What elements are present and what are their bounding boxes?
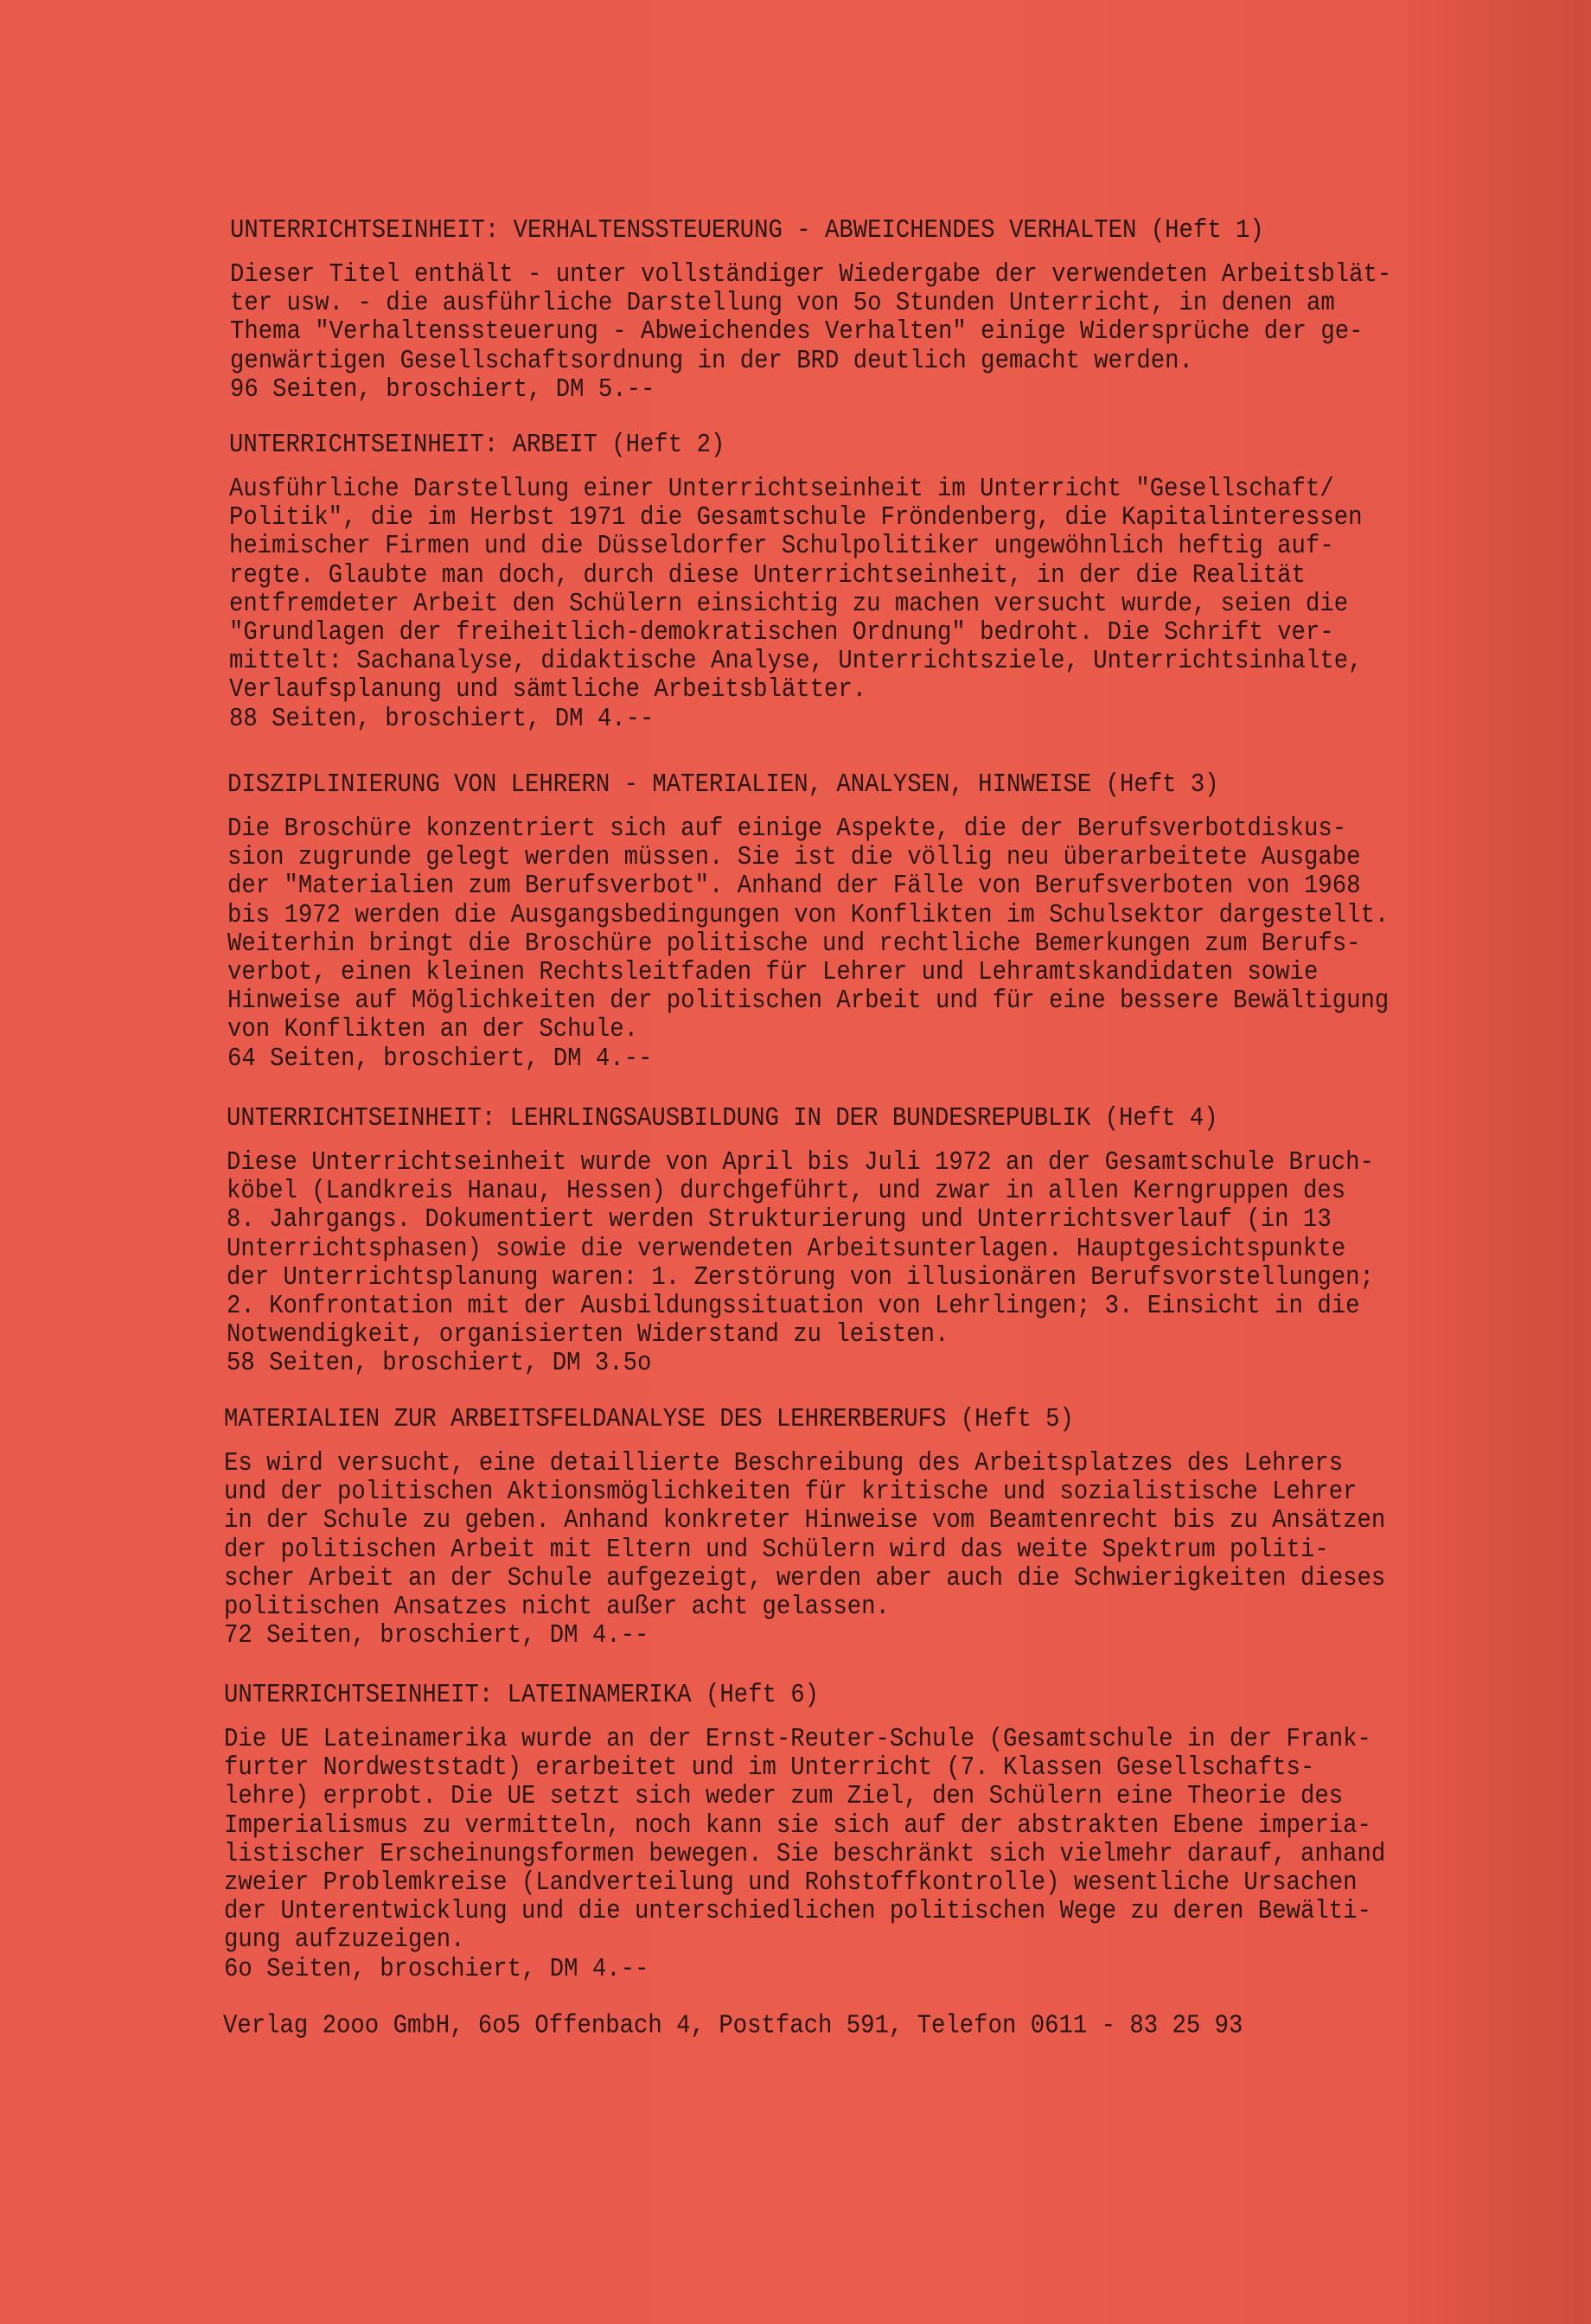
body-line: listischer Erscheinungsformen bewegen. Sie beschränkt sich vielmehr darauf, anhand [224,1838,1386,1869]
section-heft-1 [230,214,1458,405]
body-line: bis 1972 werden die Ausgangsbedingungen von Konflikten im Schulsektor dargestellt. [227,899,1390,930]
section-heft-3 [227,769,1455,1074]
section-body [227,1146,1454,1379]
body-line: gung aufzuzeigen. [224,1925,465,1956]
body-line: Imperialismus zu vermitteln, noch kann sie sich auf der abstrakten Ebene imperia- [224,1810,1371,1841]
section-heft-4 [227,1102,1454,1379]
body-line: ter usw. - die ausführliche Darstellung von 5o Stunden Unterricht, in denen am [230,288,1335,319]
body-line: lehre) erprobt. Die UE setzt sich weder zum Ziel, den Schülern eine Theorie des [224,1781,1344,1812]
section-body [230,259,1458,405]
body-line: Notwendigkeit, organisierten Widerstand zu leisten. [227,1319,949,1350]
body-line: der "Materialien zum Berufsverbot". Anhand der Fälle von Berufsverboten von 1968 [227,871,1361,902]
body-line: 64 Seiten, broschiert, DM 4.-- [227,1043,653,1074]
section-heft-6 [224,1679,1452,1982]
body-line: köbel (Landkreis Hanau, Hessen) durchgeführt, und zwar in allen Kerngruppen des [227,1176,1346,1207]
section-heading: UNTERRICHTSEINHEIT: LATEINAMERIKA (Heft 6) [224,1680,819,1710]
section-body [229,473,1457,734]
body-line: politischen Ansatzes nicht außer acht gelassen. [224,1592,890,1622]
publisher-footer: Verlag 2ooo GmbH, 6o5 Offenbach 4, Postfach 591, Telefon 0611 - 83 25 93 [223,2011,1243,2041]
body-line: 72 Seiten, broschiert, DM 4.-- [224,1620,649,1651]
body-line: der Unterrichtsplanung waren: 1. Zerstörung von illusionären Berufsvorstellungen; [227,1261,1374,1293]
body-line: mittelt: Sachanalyse, didaktische Analyse, Unterrichtsziele, Unterrichtsinhalte, [229,646,1363,677]
section-body [224,1723,1452,1982]
body-line: entfremdeter Arbeit den Schülern einsichtig zu machen versucht wurde, seien die [229,588,1349,619]
body-line: von Konflikten an der Schule. [227,1014,639,1045]
body-line: zweier Problemkreise (Landverteilung und Rohstoffkontrolle) wesentliche Ursachen [224,1868,1358,1898]
section-body [227,813,1455,1074]
body-line: Weiterhin bringt die Broschüre politische und rechtliche Bemerkungen zum Berufs- [227,928,1361,959]
body-line: 58 Seiten, broschiert, DM 3.5o [227,1348,652,1379]
body-line: Dieser Titel enthält - unter vollständiger Wiedergabe der verwendeten Arbeitsblät- [230,259,1392,290]
body-line: scher Arbeit an der Schule aufgezeigt, werden aber auch die Schwierigkeiten dieses [224,1562,1386,1593]
body-line: Verlaufsplanung und sämtliche Arbeitsblätter. [229,674,867,706]
section-heading: UNTERRICHTSEINHEIT: VERHALTENSSTEUERUNG - ABWEICHENDES VERHALTEN (Heft 1) [230,215,1264,246]
body-line: der Unterentwicklung und die unterschiedlichen politischen Wege zu deren Bewälti- [224,1896,1371,1927]
body-line: 6o Seiten, broschiert, DM 4.-- [224,1953,649,1984]
body-line: verbot, einen kleinen Rechtsleitfaden für Lehrer und Lehramtskandidaten sowie [227,957,1319,987]
body-line: genwärtigen Gesellschaftsordnung in der BRD deutlich gemacht werden. [230,345,1193,376]
body-line: sion zugrunde gelegt werden müssen. Sie ist die völlig neu überarbeitete Ausgabe [227,842,1361,873]
section-heft-2 [229,429,1457,734]
section-heading: UNTERRICHTSEINHEIT: ARBEIT (Heft 2) [229,430,725,460]
section-heading: DISZIPLINIERUNG VON LEHRERN - MATERIALIEN, ANALYSEN, HINWEISE (Heft 3) [227,769,1219,800]
body-line: der politischen Arbeit mit Eltern und Schülern wird das weite Spektrum politi- [224,1534,1329,1565]
body-line: furter Nordweststadt) erarbeitet und im Unterricht (7. Klassen Gesellschafts- [224,1753,1315,1784]
body-line: Ausführliche Darstellung einer Unterrichtseinheit im Unterricht "Gesellschaft/ [229,474,1334,504]
body-line: Es wird versucht, eine detaillierte Beschreibung des Arbeitsplatzes des Lehrers [224,1448,1344,1478]
body-line: heimischer Firmen und die Düsseldorfer Schulpolitiker ungewöhnlich heftig auf- [229,531,1334,562]
body-line: regte. Glaubte man doch, durch diese Unterrichtseinheit, in der die Realität [229,559,1306,591]
body-line: 2. Konfrontation mit der Ausbildungssituation von Lehrlingen; 3. Einsicht in die [227,1291,1360,1321]
body-line: Diese Unterrichtseinheit wurde von April bis Juli 1972 an der Gesamtschule Bruch- [227,1147,1374,1178]
body-line: Die UE Lateinamerika wurde an der Ernst-Reuter-Schule (Gesamtschule in der Frank- [224,1724,1371,1754]
body-line: Thema "Verhaltenssteuerung - Abweichendes Verhalten" einige Widersprüche der ge- [230,316,1364,348]
section-heading: MATERIALIEN ZUR ARBEITSFELDANALYSE DES LEHRERBERUFS (Heft 5) [224,1404,1074,1434]
body-line: 96 Seiten, broschiert, DM 5.-- [230,374,655,405]
body-line: Unterrichtsphasen) sowie die verwendeten Arbeitsunterlagen. Hauptgesichtspunkte [227,1233,1346,1264]
body-line: und der politischen Aktionsmöglichkeiten für kritische und sozialistische Lehrer [224,1477,1358,1508]
body-line: 88 Seiten, broschiert, DM 4.-- [229,703,655,734]
body-line: in der Schule zu geben. Anhand konkreter Hinweise vom Beamtenrecht bis zu Ansätzen [224,1505,1386,1536]
body-line: "Grundlagen der freiheitlich-demokratischen Ordnung" bedroht. Die Schrift ver- [229,617,1334,648]
section-body [224,1447,1452,1651]
body-line: Hinweise auf Möglichkeiten der politischen Arbeit und für eine bessere Bewältigung [227,986,1390,1017]
section-heft-5 [224,1403,1452,1651]
section-heading: UNTERRICHTSEINHEIT: LEHRLINGSAUSBILDUNG IN DER BUNDESREPUBLIK (Heft 4) [227,1103,1218,1133]
body-line: 8. Jahrgangs. Dokumentiert werden Strukturierung und Unterrichtsverlauf (in 13 [227,1204,1332,1235]
body-line: Politik", die im Herbst 1971 die Gesamtschule Fröndenberg, die Kapitalinteressen [229,502,1363,533]
body-line: Die Broschüre konzentriert sich auf einige Aspekte, die der Berufsverbotdiskus- [227,814,1347,844]
